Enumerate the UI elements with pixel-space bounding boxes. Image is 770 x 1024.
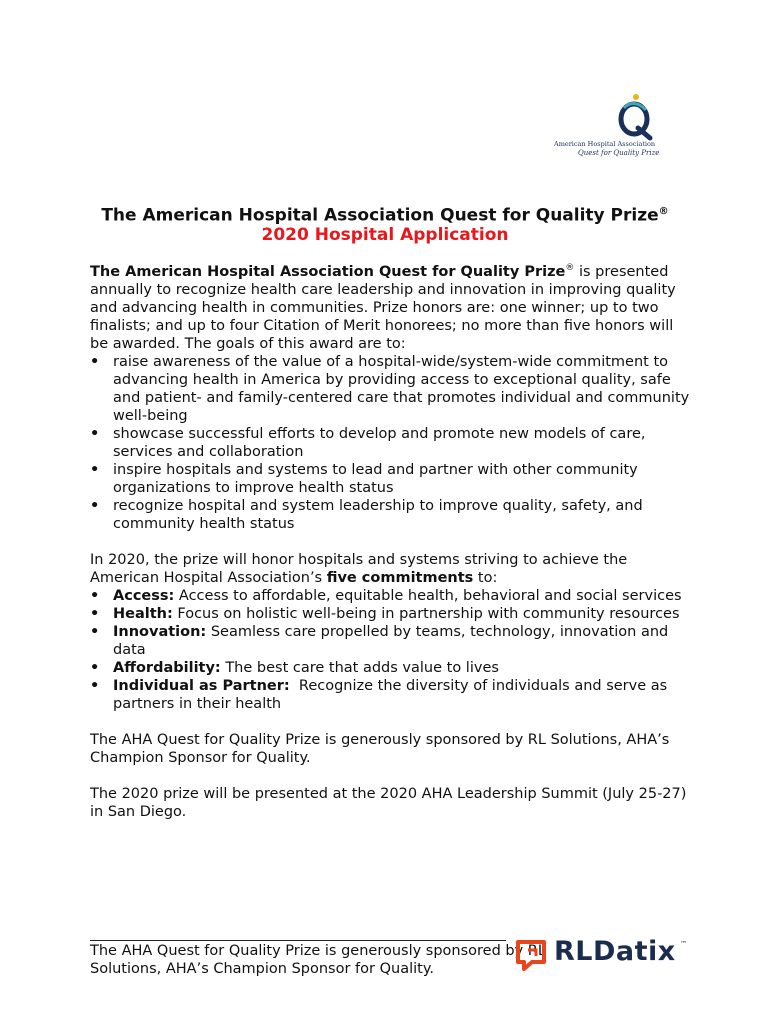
commitments-paragraph: In 2020, the prize will honor hospitals and systems striving to achieve the American Hospital Association’s five commitments to: [90, 552, 628, 586]
page-subtitle: 2020 Hospital Application [261, 225, 509, 245]
sponsor-paragraph: The AHA Quest for Quality Prize is generously sponsored by RL Solutions, AHA’s Champion Sponsor for Quality. [90, 732, 670, 766]
aha-quest-logo [550, 92, 670, 162]
list-item: • showcase successful efforts to develop and promote new models of care, services and collaboration [90, 425, 690, 461]
list-item: • Access: Access to affordable, equitable health, behavioral and social services [90, 587, 690, 605]
quest-q-icon [550, 92, 670, 142]
brand-name: RLDatix [554, 936, 676, 967]
list-item: • Individual as Partner: Recognize the diversity of individuals and serve as partners in their health [90, 677, 690, 713]
list-item: • Health: Focus on holistic well-being in partnership with community resources [90, 605, 690, 623]
list-item: • Innovation: Seamless care propelled by teams, technology, innovation and data [90, 623, 690, 659]
list-item: • inspire hospitals and systems to lead and partner with other community organizations to improve health status [90, 461, 690, 497]
brand-trademark: ™ [680, 940, 687, 948]
logo-org-name: American Hospital Association [554, 140, 656, 148]
page-title: The American Hospital Association Quest for Quality Prize® [101, 205, 669, 226]
document-body [90, 263, 690, 821]
footer-divider [90, 940, 506, 941]
rldatix-logo [514, 936, 694, 972]
goals-list [90, 353, 690, 533]
list-item: • recognize hospital and system leadership to improve quality, safety, and community health status [90, 497, 690, 533]
summit-paragraph: The 2020 prize will be presented at the 2020 AHA Leadership Summit (July 25-27) in San Diego. [90, 786, 687, 820]
logo-prize-name: Quest for Quality Prize [578, 149, 660, 157]
list-item: • Affordability: The best care that adds value to lives [90, 659, 690, 677]
intro-paragraph: The American Hospital Association Quest for Quality Prize® is presented annually to recognize health care leadership and innovation in improving quality and advancing health in communities. Prize honors are: one winner; up to two finalists; and up to four Citation of Merit honorees; no more than five honors will be awarded. The goals of this award are to: [90, 263, 676, 352]
footer-text: The AHA Quest for Quality Prize is generously sponsored by RL Solutions, AHA’s Champion Sponsor for Quality. [90, 943, 546, 977]
list-item: • raise awareness of the value of a hospital-wide/system-wide commitment to advancing health in America by providing access to exceptional quality, safe and patient- and family-centered care that promotes individual and community well-being [90, 353, 690, 425]
rldatix-mark-icon [514, 936, 550, 972]
commitments-list [90, 587, 690, 713]
